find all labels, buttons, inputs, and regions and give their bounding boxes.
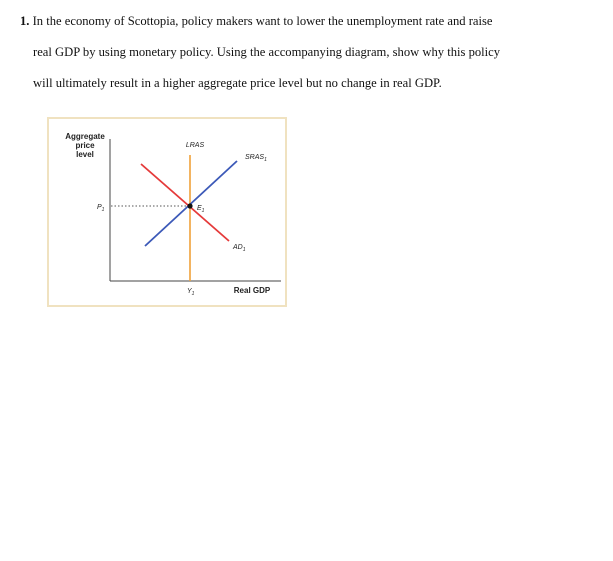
ad1-curve [141, 164, 229, 241]
y1-label-sub: 1 [191, 291, 195, 297]
y-axis-title-line-1: Aggregate [65, 132, 105, 141]
p1-label-main: P [97, 204, 102, 211]
ad1-label-main: AD [233, 244, 243, 251]
sras1-label-main: SRAS [245, 154, 265, 161]
sras1-curve [145, 161, 237, 246]
question-line-1 [20, 6, 605, 37]
ad1-label-sub: 1 [242, 247, 246, 253]
sras1-label-sub: 1 [264, 157, 267, 163]
e1-label [197, 205, 205, 214]
question-line-1-text: In the economy of Scottopia, policy makers want to lower the unemployment rate and raise [32, 14, 493, 28]
p1-label-sub: 1 [101, 207, 105, 213]
question-number: 1. [20, 14, 30, 28]
y1-label-main: Y [187, 288, 192, 295]
ad-as-diagram-svg [49, 119, 289, 309]
lras-label: LRAS [185, 142, 205, 149]
p1-label [97, 204, 105, 213]
e1-label-sub: 1 [201, 208, 205, 214]
y-axis-title-line-2: price [75, 141, 95, 150]
y1-label [187, 288, 195, 297]
sras1-label [245, 154, 267, 163]
equilibrium-point-e1 [187, 203, 192, 208]
question-line-2: real GDP by using monetary policy. Using the accompanying diagram, show why this policy [33, 45, 501, 59]
ad1-label [232, 244, 246, 253]
e1-label-main: E [197, 205, 202, 212]
x-axis-title: Real GDP [233, 286, 271, 295]
ad-as-diagram [47, 117, 287, 307]
question-text [20, 6, 605, 99]
y-axis-title-line-3: level [76, 150, 94, 159]
question-line-3: will ultimately result in a higher aggregate price level but no change in real GDP. [33, 76, 442, 90]
